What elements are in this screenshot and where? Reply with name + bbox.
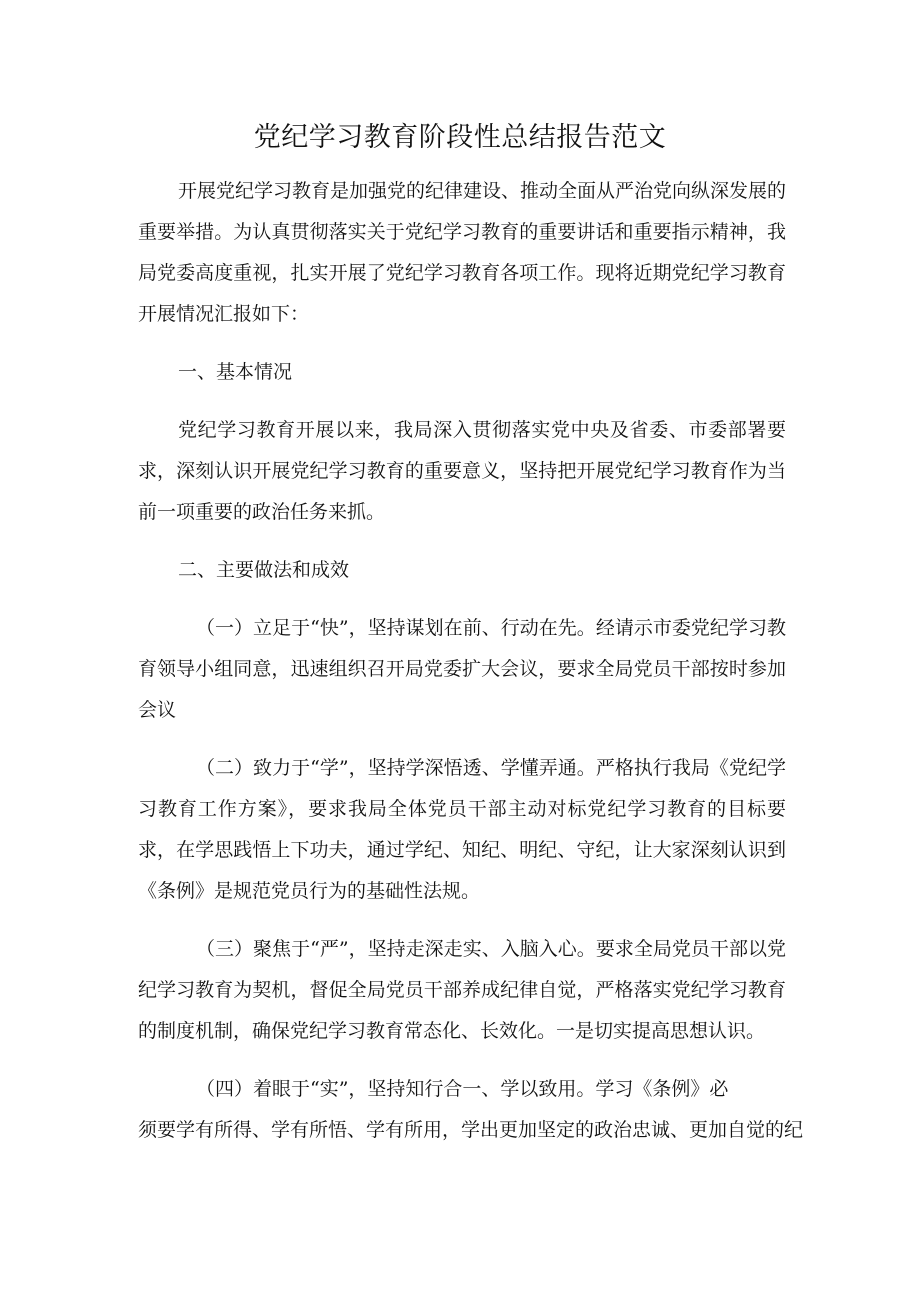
practice-item-4 (138, 1069, 804, 1151)
section-basic-paragraph: 党纪学习教育开展以来，我局深入贯彻落实党中央及省委、市委部署要求，深刻认识开展党纪学习教育的重要意义，坚持把开展党纪学习教育作为当前一项重要的政治任务来抓。 (138, 419, 786, 523)
intro-paragraph: 开展党纪学习教育是加强党的纪律建设、推动全面从严治党向纵深发展的重要举措。为认真贯彻落实关于党纪学习教育的重要讲话和重要指示精神，我局党委高度重视，扎实开展了党纪学习教育各项工作。现将近期党纪学习教育开展情况汇报如下： (138, 180, 787, 325)
document-body (138, 171, 804, 1151)
practice-item-4-line-1: （四）着眼于“实”，坚持知行合一、学以致用。学习《条例》必 (196, 1078, 729, 1100)
practice-item-3: （三）聚焦于“严”，坚持走深走实、入脑入心。要求全局党员干部以党纪学习教育为契机，督促全局党员干部养成纪律自觉，严格落实党纪学习教育的制度机制，确保党纪学习教育常态化、长效化。一是切实提高思想认识。 (138, 938, 786, 1042)
practice-item-2: （二）致力于“学”，坚持学深悟透、学懂弄通。严格执行我局《党纪学习教育工作方案》，要求我局全体党员干部主动对标党纪学习教育的目标要求，在学思践悟上下功夫，通过学纪、知纪、明纪、守纪，让大家深刻认识到《条例》是规范党员行为的基础性法规。 (138, 757, 786, 902)
section-heading-basic: 一、基本情况 (178, 361, 293, 383)
section-heading-practices: 二、主要做法和成效 (178, 559, 350, 581)
document-title: 党纪学习教育阶段性总结报告范文 (253, 122, 667, 153)
practice-item-1: （一）立足于“快”，坚持谋划在前、行动在先。经请示市委党纪学习教育领导小组同意，迅速组织召开局党委扩大会议，要求全局党员干部按时参加会议 (138, 617, 786, 721)
practice-item-4-line-2: 须要学有所得、学有所悟、学有所用，学出更加坚定的政治忠诚、更加自觉的纪 (138, 1119, 804, 1141)
